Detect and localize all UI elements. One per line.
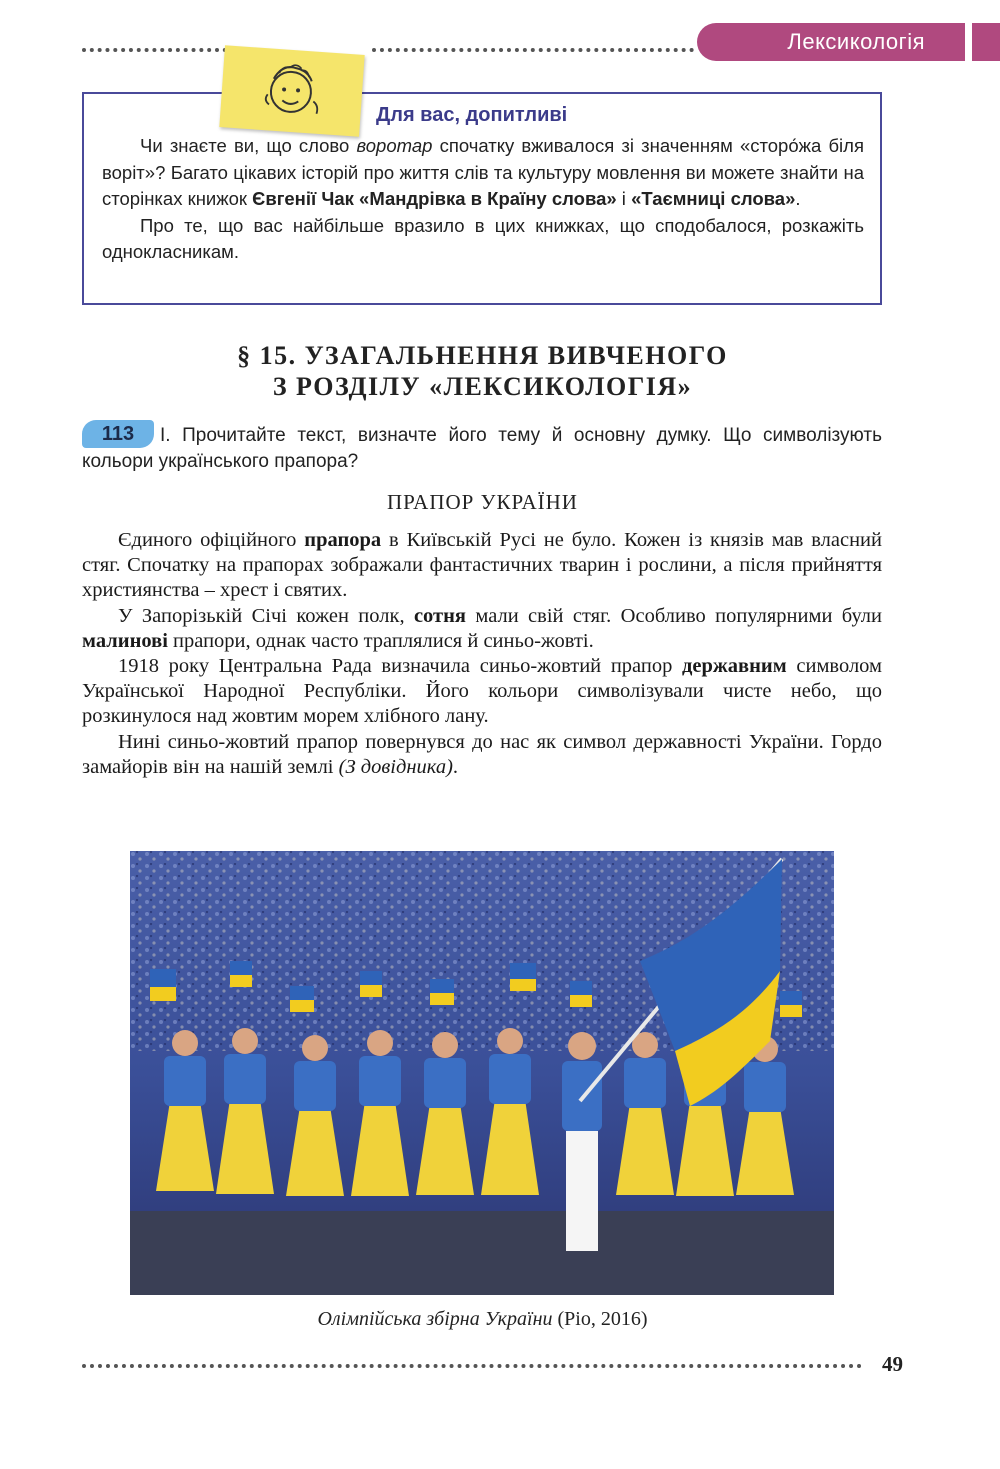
exercise-task: І. Прочитайте текст, визначте його тему й основну думку. Що символізують кольори українського прапора? bbox=[82, 425, 882, 472]
info-box-heading: Для вас, допитливі bbox=[376, 104, 568, 126]
paragraph-title bbox=[0, 340, 965, 402]
text-paragraph-4: Нині синьо-жовтий прапор повернувся до нас як символ державності України. Гордо замайорів він на нашій землі (З довідника). bbox=[82, 730, 882, 778]
text-paragraph-3: 1918 року Центральна Рада визначила синьо-жовтий прапор державним символом Української Народної Республіки. Його кольори символізували чисте небо, що розкинулося над жовтим морем хлібного лану. bbox=[82, 655, 883, 728]
dotted-rule-top-right bbox=[372, 48, 694, 52]
text-title: ПРАПОР УКРАЇНИ bbox=[387, 490, 578, 514]
page-number: 49 bbox=[882, 1352, 903, 1376]
main-text bbox=[82, 528, 882, 780]
dotted-rule-top-left bbox=[82, 48, 227, 52]
text-paragraph-2: У Запорізькій Січі кожен полк, сотня мали свій стяг. Особливо популярними були малинові прапори, однак часто траплялися й синьо-жовті. bbox=[82, 604, 882, 652]
section-tab bbox=[697, 23, 965, 61]
photo-caption: Олімпійська збірна України (Ріо, 2016) bbox=[317, 1308, 648, 1330]
sticky-note bbox=[219, 45, 364, 137]
paragraph-title-line-1: § 15. УЗАГАЛЬНЕННЯ ВИВЧЕНОГО bbox=[237, 341, 728, 370]
info-box-paragraph-2: Про те, що вас найбільше вразило в цих книжках, що сподобалося, розкажіть однокласникам. bbox=[102, 214, 864, 262]
section-tab-label: Лексикологія bbox=[787, 29, 925, 54]
olympic-team-photo-illustration bbox=[130, 851, 834, 1295]
section-tab-edge bbox=[972, 23, 1000, 61]
info-box-paragraph-1: Чи знаєте ви, що слово воротар спочатку вживалося зі значенням «сторо́жа біля воріт»? Багато цікавих історій про життя слів та культуру мовлення ви можете знайти на сторінках книжок Євгенії Чак «Мандрівка в Країну слова» і «Таємниці слова». bbox=[102, 135, 864, 209]
text-paragraph-1: Єдиного офіційного прапора в Київській Русі не було. Кожен із князів мав власний стяг. Спочатку на прапорах зображали фантастичних тварин і рослини, а після прийняття християнства – хрест і святих. bbox=[82, 529, 882, 602]
olympic-team-photo bbox=[130, 851, 834, 1295]
exercise-number-badge: 113 bbox=[82, 420, 154, 448]
dotted-rule-bottom bbox=[82, 1364, 862, 1368]
thinking-face-icon bbox=[256, 54, 331, 129]
paragraph-title-line-2: З РОЗДІЛУ «ЛЕКСИКОЛОГІЯ» bbox=[272, 372, 693, 401]
info-box-text bbox=[102, 133, 864, 266]
